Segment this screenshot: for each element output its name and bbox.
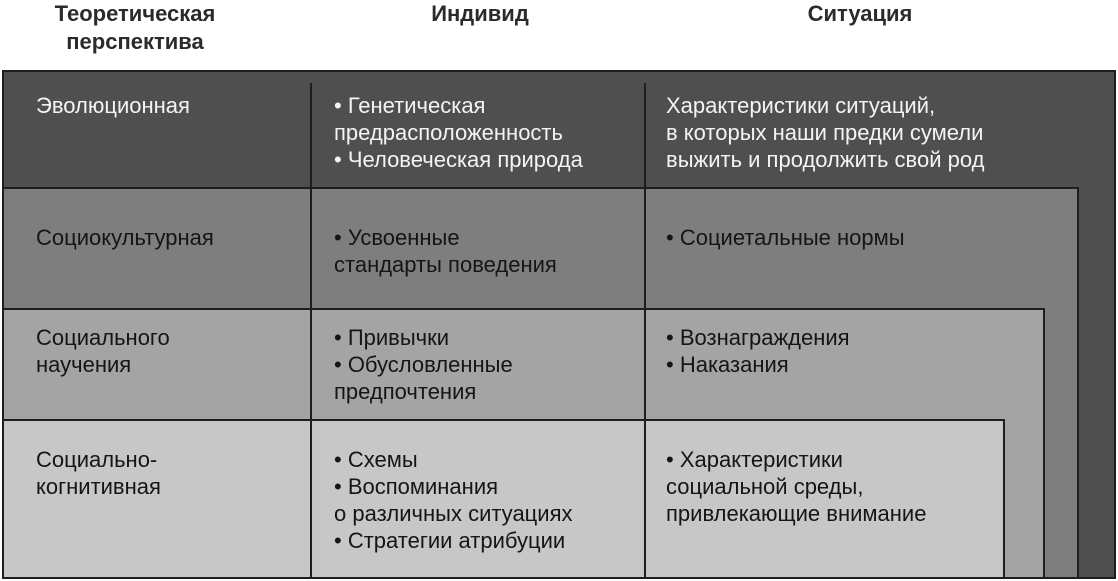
- row-1-situation: Характеристики ситуаций, в которых наши предки сумели выжить и продолжить свой род: [666, 93, 985, 172]
- row-2-individual: • Усвоенные стандарты поведения: [334, 225, 557, 277]
- row-4-individual: • Схемы • Воспоминания о различных ситуациях • Стратегии атрибуции: [334, 447, 573, 553]
- row-2-situation: • Социетальные нормы: [666, 225, 905, 250]
- row-3-individual: • Привычки • Обусловленные предпочтения: [334, 325, 513, 404]
- column-divider-2: [644, 83, 646, 579]
- row-4-perspective: Социально- когнитивная: [36, 447, 161, 499]
- row-1-perspective: Эволюционная: [36, 93, 190, 118]
- row-3-situation: • Вознаграждения • Наказания: [666, 325, 850, 377]
- header-individual: Индивид: [431, 1, 529, 26]
- row-2-perspective: Социокультурная: [36, 225, 214, 250]
- column-divider-1: [310, 83, 312, 579]
- row-1-individual: • Генетическая предрасположенность • Человеческая природа: [334, 93, 583, 172]
- header-situation: Ситуация: [807, 1, 913, 26]
- row-4-situation: • Характеристики социальной среды, привлекающие внимание: [666, 447, 927, 526]
- header-perspective: Теоретическая перспектива: [54, 1, 216, 54]
- row-3-perspective: Социального научения: [36, 325, 170, 377]
